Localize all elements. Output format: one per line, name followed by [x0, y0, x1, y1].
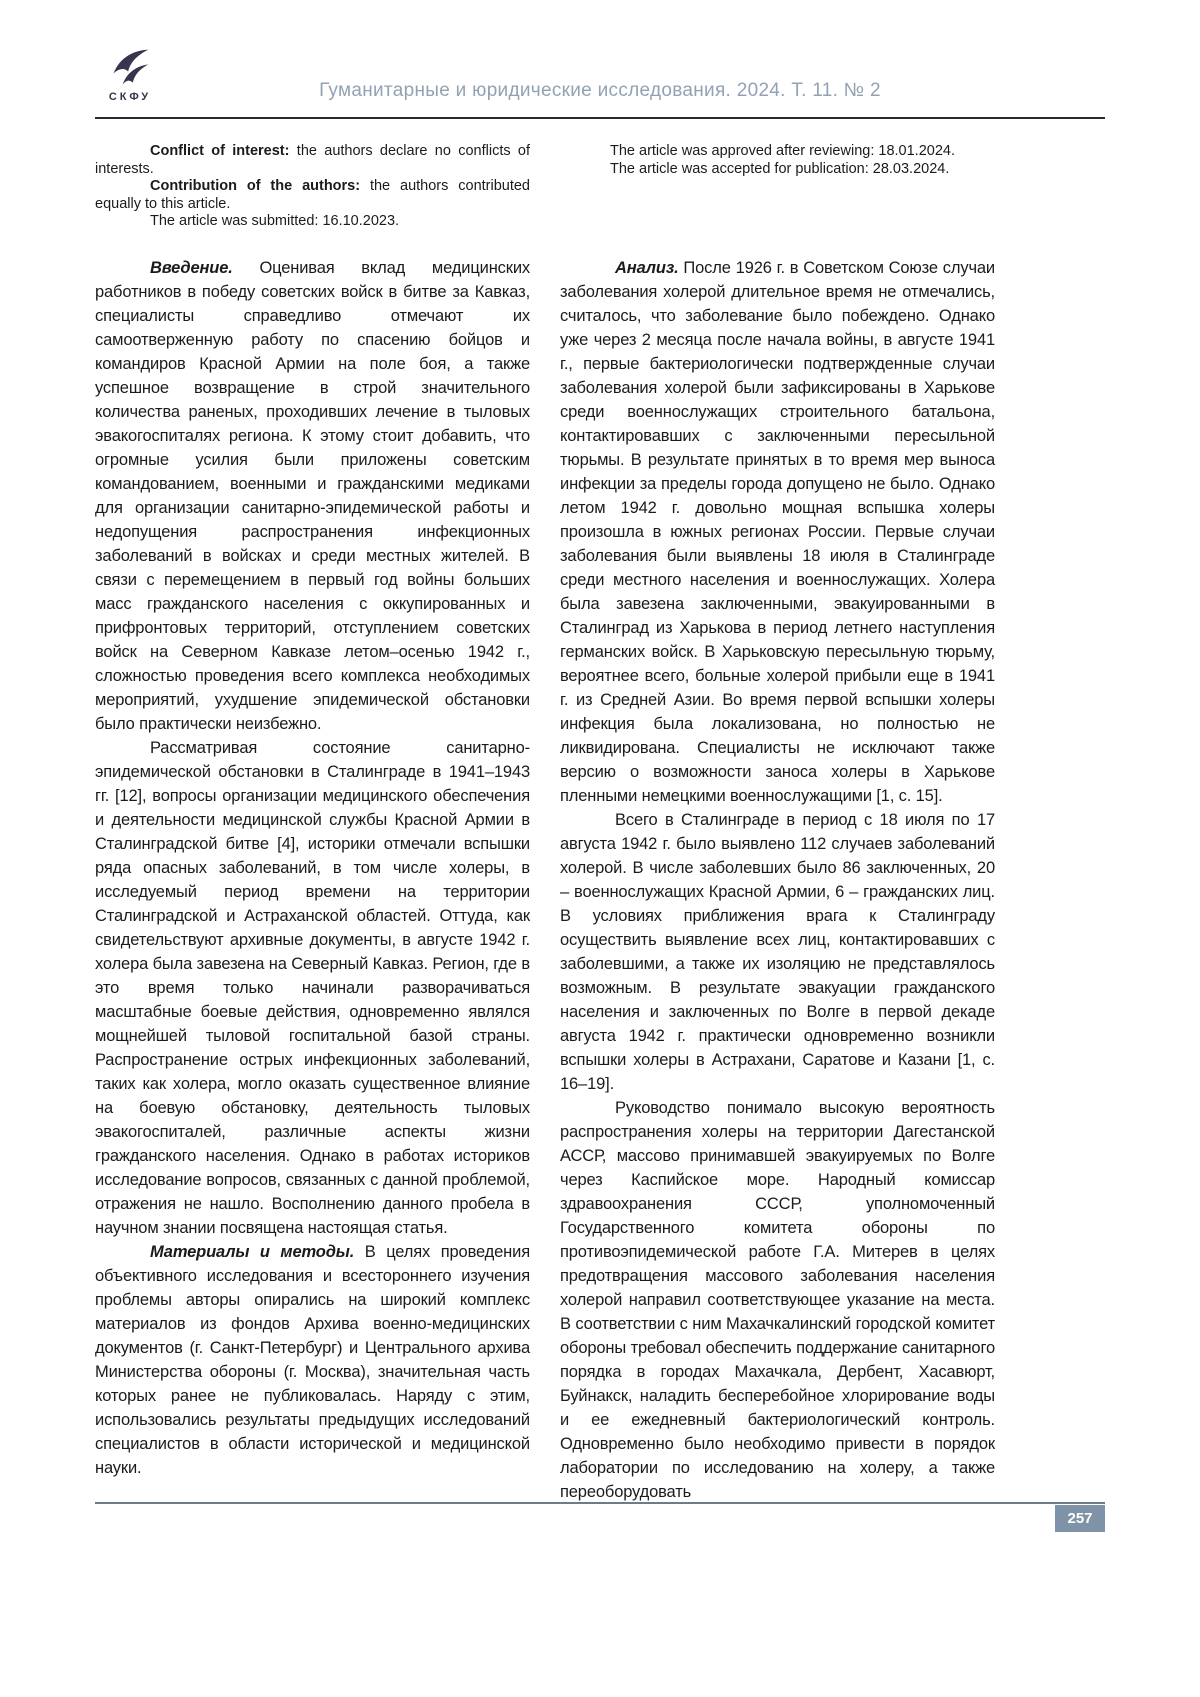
- section-heading-materials: Материалы и методы.: [150, 1243, 355, 1261]
- paragraph-text: Всего в Сталинграде в период с 18 июля по 17 августа 1942 г. было выявлено 112 случаев заболеваний холерой. В числе заболевших было 86 заключенных, 20 – военнослужащих Красной Армии, 6 – гражданских лиц. В условиях приближения врага к Сталинграду осуществить выявление всех лиц, контактировавших с заболевшими, а также их изоляцию не представлялось возможным. В результате эвакуации гражданского населения и заключенных по Волге в первой декаде августа 1942 г. практически одновременно возникли вспышки холеры в Астрахани, Саратове и Казани [1, с. 16–19].: [560, 811, 995, 1093]
- logo-text: СКФУ: [108, 91, 152, 103]
- paragraph-text: После 1926 г. в Советском Союзе случаи заболевания холерой длительное время не отмечались, считалось, что заболевание было побеждено. Однако уже через 2 месяца после начала войны, в августе 1941 г., первые бактериологически подтвержденные случаи заболевания холерой были зафиксированы в Харькове среди военнослужащих строительного батальона, контактировавших с заключенными пересыльной тюрьмы. В результате принятых в то время мер выноса инфекции за пределы города допущено не было. Однако летом 1942 г. довольно мощная вспышка холеры произошла в южных регионах России. Первые случаи заболевания были выявлены 18 июля в Сталинграде среди местного населения и военнослужащих. Холера была завезена заключенными, эвакуированными в Сталинград из Харькова в период летнего наступления германских войск. В Харьковскую пересыльную тюрьму, вероятнее всего, больные холерой прибыли еще в 1941 г. из Средней Азии. Во время первой вспышки холеры инфекция была локализована, но полностью не ликвидирована. Специалисты не исключают также версию о возможности заноса холеры в Харькове пленными немецкими военнослужащими [1, с. 15].: [560, 259, 995, 805]
- paragraph-historiography: [95, 736, 530, 1240]
- left-column: [95, 143, 530, 1504]
- paragraph-text: В целях проведения объективного исследования и всестороннего изучения проблемы авторы опирались на широкий комплекс материалов из фондов Архива военно-медицинских документов (г. Санкт-Петербург) и Центрального архива Министерства обороны (г. Москва), значительная часть которых ранее не публиковалась. Наряду с этим, использовались результаты предыдущих исследований специалистов в области исторической и медицинской науки.: [95, 1243, 530, 1477]
- article-body: [95, 143, 1105, 1504]
- page-content: [95, 0, 1105, 1697]
- paragraph-stalingrad-cases: [560, 808, 995, 1096]
- paragraph-text: Рассматривая состояние санитарно-эпидемической обстановки в Сталинграде в 1941–1943 гг. [12], вопросы организации медицинского обеспечения и деятельности медицинской службы Красной Армии в Сталинградской битве [4], историки отмечали вспышки ряда опасных заболеваний, в том числе холеры, в исследуемый период времени на территории Сталинградской и Астраханской областей. Оттуда, как свидетельствуют архивные документы, в августе 1942 г. холера была завезена на Северный Кавказ. Регион, где в это время только начинали разворачиваться масштабные боевые действия, одновременно являлся мощнейшей тыловой госпитальной базой страны. Распространение острых инфекционных заболеваний, таких как холера, могло оказать существенное влияние на боевую обстановку, деятельность тыловых эвакогоспиталей, различные аспекты жизни гражданского населения. Однако в работах историков исследование вопросов, связанных с данной проблемой, отражения не нашло. Восполнению данного пробела в научном знании посвящена настоящая статья.: [95, 739, 530, 1237]
- accepted-date-note: The article was accepted for publication: 28.03.2024.: [610, 160, 950, 177]
- conflict-of-interest-note: [95, 143, 530, 178]
- section-heading-introduction: Введение.: [150, 259, 233, 277]
- header-divider: [95, 117, 1105, 119]
- footer-divider: [95, 1502, 1105, 1504]
- paragraph-analysis: [560, 256, 995, 808]
- paragraph-introduction: [95, 256, 530, 736]
- meta-block-left: [95, 143, 530, 256]
- section-heading-analysis: Анализ.: [615, 259, 679, 277]
- approved-date-note: The article was approved after reviewing: 18.01.2024.: [610, 143, 955, 159]
- conflict-of-interest-text: the authors declare no conflicts of interests.: [95, 143, 530, 177]
- paragraph-dagestan-measures: [560, 1096, 995, 1504]
- paragraph-materials-methods: [95, 1240, 530, 1480]
- paragraph-text: Оценивая вклад медицинских работников в победу советских войск в битве за Кавказ, специалисты справедливо отмечают их самоотверженную работу по спасению бойцов и командиров Красной Армии на поле боя, а также успешное возвращение в строй значительного количества раненых, проходивших лечение в тыловых эвакогоспиталях региона. К этому стоит добавить, что огромные усилия были приложены советским командованием, военными и гражданскими медиками для организации санитарно-эпидемической работы и недопущения распространения инфекционных заболеваний в войсках и среди местных жителей. В связи с перемещением в первый год войны больших масс гражданского населения с оккупированных и прифронтовых территорий, отступлением советских войск на Северном Кавказе летом–осенью 1942 г., сложностью проведения всего комплекса необходимых мероприятий, ухудшение эпидемической обстановки было практически неизбежно.: [95, 259, 530, 733]
- contribution-text: the authors contributed equally to this article.: [95, 178, 530, 212]
- right-column: [560, 143, 995, 1504]
- journal-title: Гуманитарные и юридические исследования. 2024. Т. 11. № 2: [319, 80, 881, 101]
- paragraph-text: Руководство понимало высокую вероятность распространения холеры на территории Дагестанской АССР, массово принимавшей эвакуируемых по Волге через Каспийское море. Народный комиссар здравоохранения СССР, уполномоченный Государственного комитета обороны по противоэпидемической работе Г.А. Митерев в целях предотвращения массового заболевания населения холерой направил соответствующее указание на места. В соответствии с ним Махачкалинский городской комитет обороны требовал обеспечить поддержание санитарного порядка в городах Махачкала, Дербент, Хасавюрт, Буйнакск, наладить бесперебойное хлорирование воды и ее ежедневный бактериологический контроль. Одновременно было необходимо привести в порядок лаборатории по исследованию на холеру, а также переоборудовать: [560, 1099, 995, 1501]
- contribution-label: Contribution of the authors:: [150, 178, 361, 194]
- meta-block-right: [560, 143, 995, 256]
- conflict-of-interest-label: Conflict of interest:: [150, 143, 290, 159]
- page-number-badge: 257: [1055, 1505, 1105, 1532]
- submitted-date-note: The article was submitted: 16.10.2023.: [150, 213, 400, 229]
- contribution-note: [95, 178, 530, 213]
